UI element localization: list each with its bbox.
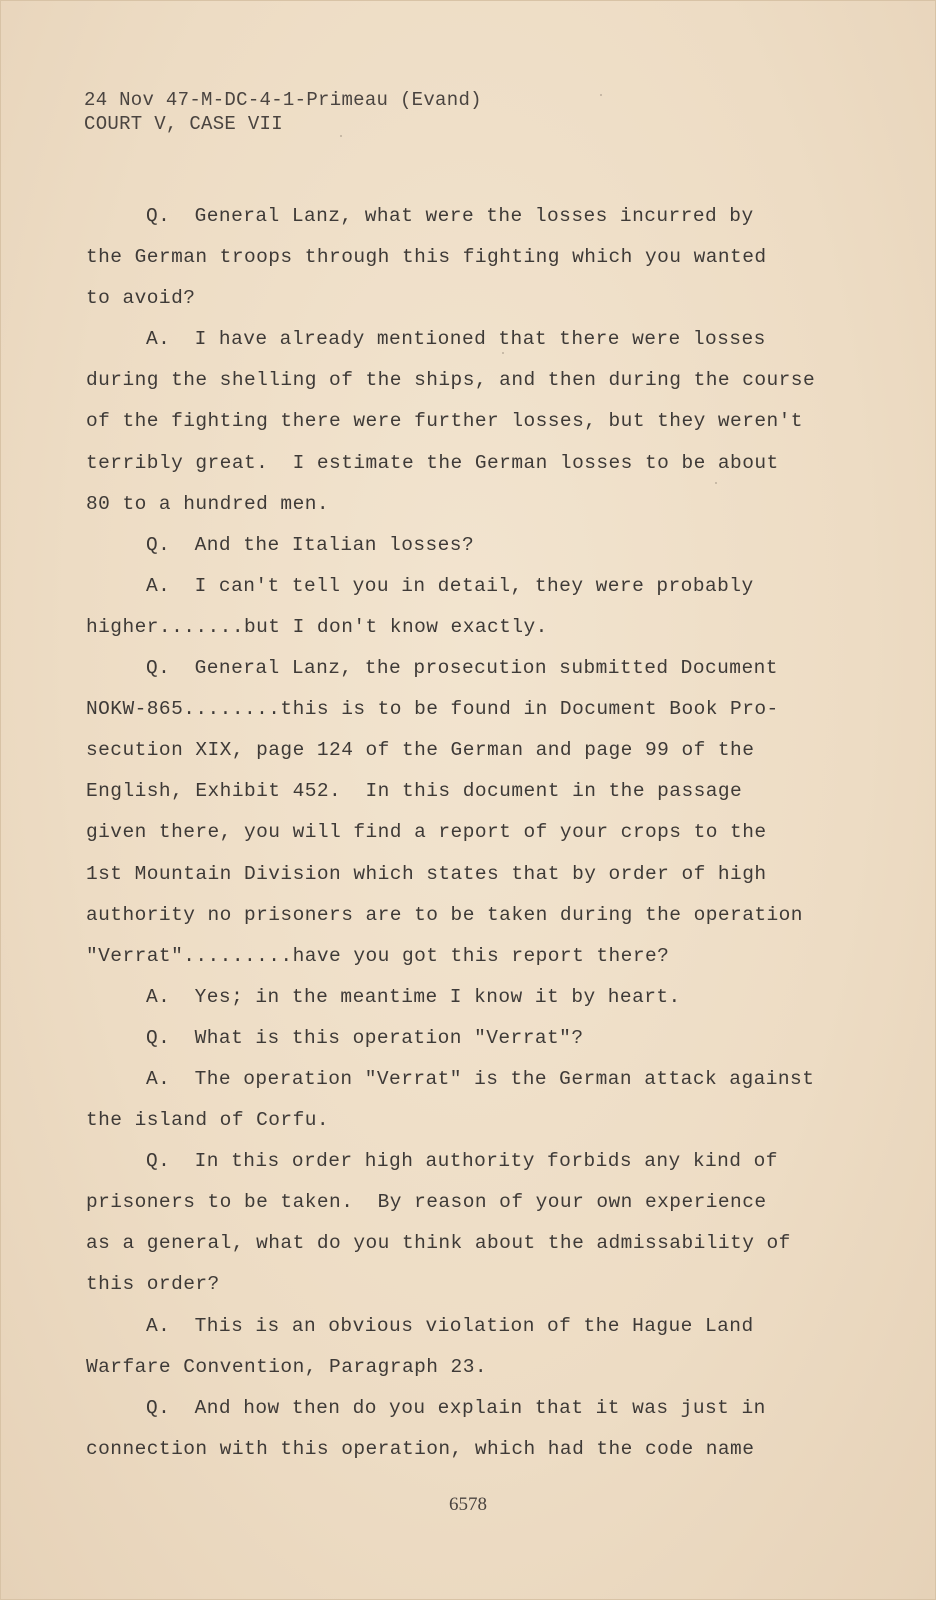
transcript-line: Q. General Lanz, the prosecution submitted Document xyxy=(146,657,778,680)
transcript-line: authority no prisoners are to be taken during the operation xyxy=(86,903,803,926)
transcript-body xyxy=(86,196,846,1470)
transcript-line: A. Yes; in the meantime I know it by heart. xyxy=(146,985,681,1008)
transcript-line: the island of Corfu. xyxy=(86,1109,330,1132)
transcript-line: Warfare Convention, Paragraph 23. xyxy=(86,1355,488,1378)
transcript-line: A. The operation "Verrat" is the German attack against xyxy=(146,1067,815,1090)
paper-speck xyxy=(502,352,504,354)
transcript-line: given there, you will find a report of your crops to the xyxy=(86,821,767,844)
page-number: 6578 xyxy=(449,1494,487,1515)
paper-speck xyxy=(600,94,602,96)
transcript-line: A. I have already mentioned that there were losses xyxy=(146,328,766,351)
transcript-line: English, Exhibit 452. In this document in the passage xyxy=(86,780,743,803)
paper-speck xyxy=(715,482,717,484)
transcript-line: this order? xyxy=(86,1273,220,1296)
transcript-line: during the shelling of the ships, and then during the course xyxy=(86,369,816,392)
transcript-line: 80 to a hundred men. xyxy=(86,492,330,515)
transcript-line: Q. General Lanz, what were the losses incurred by xyxy=(146,205,754,227)
transcript-line: NOKW-865........this is to be found in Document Book Pro- xyxy=(86,698,779,721)
header-court-line: COURT V, CASE VII xyxy=(84,113,283,135)
transcript-line: of the fighting there were further losses, but they weren't xyxy=(86,410,803,433)
transcript-line: A. This is an obvious violation of the Hague Land xyxy=(146,1314,754,1337)
transcript-line: Q. What is this operation "Verrat"? xyxy=(146,1026,584,1049)
transcript-line: higher.......but I don't know exactly. xyxy=(86,615,548,638)
transcript-line: Q. In this order high authority forbids any kind of xyxy=(146,1150,778,1173)
transcript-line: 1st Mountain Division which states that by order of high xyxy=(86,862,767,885)
header-reference-line: 24 Nov 47-M-DC-4-1-Primeau (Evand) xyxy=(84,89,482,111)
transcript-line: Q. And the Italian losses? xyxy=(146,533,475,556)
transcript-line: to avoid? xyxy=(86,287,196,310)
transcript-line: the German troops through this fighting which you wanted xyxy=(86,246,767,269)
transcript-line: terribly great. I estimate the German losses to be about xyxy=(86,451,779,474)
transcript-line: secution XIX, page 124 of the German and page 99 of the xyxy=(86,739,755,762)
transcript-line: prisoners to be taken. By reason of your own experience xyxy=(86,1191,767,1214)
transcript-line: connection with this operation, which had the code name xyxy=(86,1437,755,1460)
transcript-line: A. I can't tell you in detail, they were probably xyxy=(146,574,754,597)
transcript-line: Q. And how then do you explain that it was just in xyxy=(146,1396,766,1419)
transcript-line: "Verrat".........have you got this report there? xyxy=(86,944,670,967)
paper-speck xyxy=(340,135,342,137)
document-header xyxy=(84,88,482,136)
transcript-line: as a general, what do you think about the admissability of xyxy=(86,1232,791,1255)
